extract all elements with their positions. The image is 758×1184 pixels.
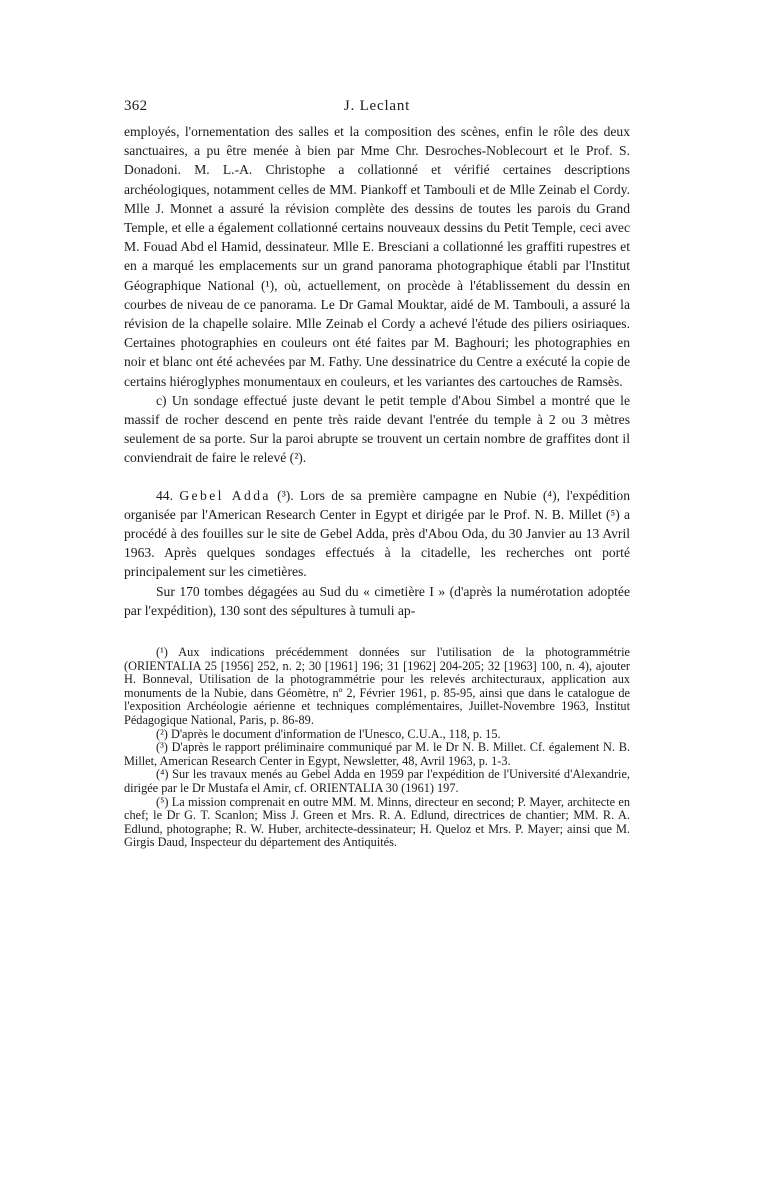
- footnotes: [124, 646, 630, 850]
- footnote-1: (¹) Aux indications précédemment données sur l'utilisation de la photogrammétrie (ORIENTALIA 25 [1956] 252, n. 2; 30 [1961] 196; 31 [1962] 204-205; 32 [1963] 100, n. 4), ajouter H. Bonneval, Utilisation de la photogrammétrie pour les relevés architecturaux, application aux monuments de la Nubie, dans Géomètre, nº 2, Février 1961, p. 85-95, ainsi que dans le catalogue de l'exposition Archéologie aérienne et techniques complémentaires, Juillet-Novembre 1963, Institut Pédagogique National, Paris, p. 86-89.: [124, 645, 630, 728]
- page-number: 362: [124, 98, 148, 114]
- paragraph-sondage: c) Un sondage effectué juste devant le petit temple d'Abou Simbel a montré que le massif de rocher descend en pente très raide devant l'entrée du temple à 2 ou 3 mètres seulement de sa porte. Sur la paroi abrupte se trouvent un certain nombre de graffites dont il conviendrait de faire le relevé (²).: [124, 392, 630, 466]
- section-text: (³). Lors de sa première campagne en Nubie (⁴), l'expédition organisée par l'American Research Center in Egypt et dirigée par le Prof. N. B. Millet (⁵) a procédé à des fouilles sur le site de Gebel Adda, près d'Abou Oda, du 30 Janvier au 13 Avril 1963. Après quelques sondages effectués à la citadelle, les recherches ont porté principalement sur les cimetières.: [124, 487, 630, 580]
- page: [124, 98, 630, 850]
- paragraph-contributors: employés, l'ornementation des salles et la composition des scènes, enfin le rôle des deux sanctuaires, a pu être menée à bien par Mme Chr. Desroches-Noblecourt et le Prof. S. Donadoni. M. L.-A. Christophe a collationné et vérifié certaines descriptions archéologiques, notamment celles de MM. Piankoff et Tambouli et de Mlle Zeinab el Cordy. Mlle J. Monnet a assuré la révision complète des dessins de toutes les parois du Grand Temple, et elle a également collationné certains nouveaux dessins du Petit Temple, ceci avec M. Fouad Abd el Hamid, dessinateur. Mlle E. Bresciani a collationné les graffiti rupestres et en a marqué les emplacements sur un grand panorama photographique établi par l'Institut Géographique National (¹), où, actuellement, on procède à l'établissement du dessin en courbes de niveau de ce panorama. Le Dr Gamal Mouktar, aidé de M. Tambouli, a assuré la révision de la chapelle solaire. Mlle Zeinab el Cordy a achevé l'étude des piliers osiriaques. Certaines photographies en couleurs ont été faites par M. Baghouri; les photographies en noir et blanc ont été achevées par M. Fathy. Une dessinatrice du Centre a exécuté la copie de certains hiéroglyphes monumentaux en couleurs, et les variantes des cartouches de Ramsès.: [124, 124, 630, 389]
- footnote-2: (²) D'après le document d'information de l'Unesco, C.U.A., 118, p. 15.: [156, 726, 501, 741]
- footnote-3: (³) D'après le rapport préliminaire communiqué par M. le Dr N. B. Millet. Cf. également N. B. Millet, American Research Center in Egypt, Newsletter, 48, Avril 1963, p. 1-3.: [124, 740, 630, 768]
- section-number: 44.: [156, 487, 173, 503]
- paragraph-gebel-adda: [124, 486, 630, 582]
- body-text: [124, 122, 630, 620]
- footnote-4: (⁴) Sur les travaux menés au Gebel Adda en 1959 par l'expédition de l'Université d'Alexandrie, dirigée par le Dr Mustafa el Amir, cf. ORIENTALIA 30 (1961) 197.: [124, 767, 630, 796]
- footnote-5: (⁵) La mission comprenait en outre MM. M. Minns, directeur en second; P. Mayer, architecte en chef; le Dr G. T. Scanlon; Miss J. Green et Mrs. R. A. Edlund, directrices de chantier; MM. R. A. Edlund, photographe; R. W. Huber, architecte-dessinateur; H. Queloz et Mrs. P. Mayer; ainsi que M. Girgis Daud, Inspecteur du département des Antiquités.: [124, 794, 630, 850]
- running-head: J. Leclant: [343, 98, 411, 114]
- page-header: [124, 98, 630, 122]
- paragraph-tombs: Sur 170 tombes dégagées au Sud du « cimetière I » (d'après la numérotation adoptée par l'expédition), 130 sont des sépultures à tumuli ap-: [124, 583, 630, 618]
- section-title: Gebel Adda: [179, 487, 271, 503]
